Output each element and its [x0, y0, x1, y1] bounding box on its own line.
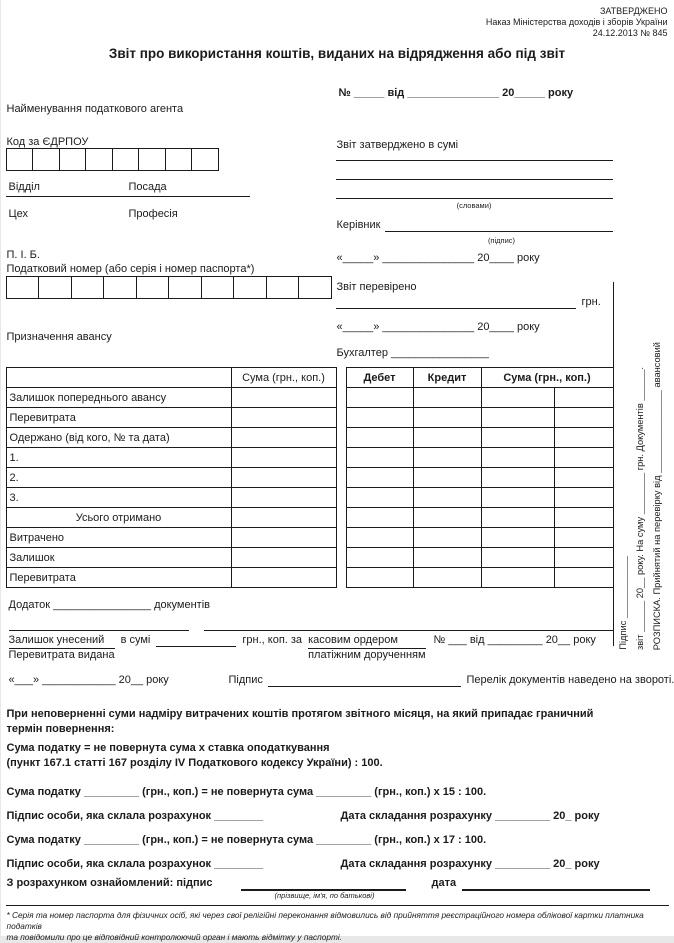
sum-hrn-cell — [481, 428, 554, 448]
digit-box — [6, 149, 33, 171]
footnote-separator — [6, 905, 669, 906]
sum-kop-cell — [554, 448, 613, 468]
sum-row-value-cell — [231, 428, 336, 448]
credit-cell — [413, 488, 481, 508]
debit-table-row — [346, 468, 613, 488]
sum-row-value-cell — [231, 448, 336, 468]
sum-kop-cell — [554, 508, 613, 528]
debit-table-row — [346, 428, 613, 448]
digit-box — [201, 277, 234, 299]
debit-cell — [346, 468, 413, 488]
sum-kop-cell — [554, 468, 613, 488]
hrn-label: грн. — [582, 296, 601, 308]
in-words-caption: (словами) — [336, 201, 613, 210]
report-approved-sum-label: Звіт затверджено в сумі — [337, 139, 459, 151]
sum-table-header-spacer — [6, 368, 231, 388]
sum-row-label: Перевитрата — [6, 408, 231, 428]
credit-header: Кредит — [413, 368, 481, 388]
kerivnyk-label: Керівник — [337, 219, 381, 231]
balance-deposited-option: Залишок унесений — [9, 634, 115, 649]
sum-table-row — [6, 568, 336, 588]
sum-row-label: 2. — [6, 468, 231, 488]
sum-hrn-cell — [481, 448, 554, 468]
checked-date-line: «_____» _______________ 20____ року — [337, 321, 540, 333]
sum-hrn-cell — [481, 488, 554, 508]
digit-box — [299, 277, 332, 299]
credit-cell — [413, 448, 481, 468]
buhgalter-line: Бухгалтер ________________ — [337, 347, 489, 359]
credit-cell — [413, 528, 481, 548]
sum-table-body — [6, 368, 336, 588]
sum-table — [6, 367, 337, 588]
digit-box — [6, 277, 39, 299]
profession-label: Професія — [129, 208, 178, 220]
credit-cell — [413, 388, 481, 408]
debit-table-row — [346, 408, 613, 428]
sum-row-label: Витрачено — [6, 528, 231, 548]
approved-sum-line-2 — [336, 179, 613, 180]
sum-table-header-row — [6, 368, 336, 388]
digit-box — [104, 277, 137, 299]
non-return-clause-line-1: При неповерненні суми надміру витрачених коштів протягом звітного місяця, на який припадає граничний — [7, 708, 594, 720]
sum-table-row — [6, 448, 336, 468]
debit-table-header-row — [346, 368, 613, 388]
sum-kop-cell — [554, 568, 613, 588]
debit-cell — [346, 508, 413, 528]
sum-row-value-cell — [231, 468, 336, 488]
order-option-stack — [308, 634, 425, 662]
full-name-label: П. І. Б. — [7, 249, 40, 261]
debit-table-row — [346, 388, 613, 408]
approved-sum-line-1 — [336, 160, 613, 161]
sum-row-label: 1. — [6, 448, 231, 468]
form-title: Звіт про використання коштів, виданих на відрядження або під звіт — [1, 46, 674, 61]
receipt-line-2: звіт ______ 20__ року. На суму ________ грн. Документів ______. — [633, 367, 647, 650]
approved-order: Наказ Міністерства доходів і зборів України — [486, 17, 668, 28]
tax-calc-15-line: Сума податку _________ (грн., коп.) = не повернута сума _________ (грн., коп.) х 15 : 100. — [7, 786, 487, 798]
receipt-separator-top — [613, 282, 614, 368]
digit-box — [136, 277, 169, 299]
sum-header: Сума (грн., коп.) — [481, 368, 613, 388]
sum-hrn-cell — [481, 408, 554, 428]
hrn-kop-za-label: грн., коп. за — [242, 634, 302, 646]
acknowledgment-date-label: дата — [432, 877, 457, 889]
sum-kop-cell — [554, 388, 613, 408]
full-name-caption: (прізвище, ім'я, по батькові) — [241, 891, 409, 900]
tax-number-boxes — [6, 276, 332, 299]
department-label: Відділ — [9, 181, 40, 193]
debit-table-row — [346, 448, 613, 468]
tax-formula-line-2: (пункт 167.1 статті 167 розділу IV Податкового кодексу України) : 100. — [7, 757, 383, 769]
sum-hrn-cell — [481, 568, 554, 588]
kerivnyk-signature-blank — [385, 219, 612, 232]
debit-cell — [346, 528, 413, 548]
holder-signature-row — [229, 674, 461, 687]
sum-kop-cell — [554, 528, 613, 548]
debit-table-row — [346, 568, 613, 588]
credit-cell — [413, 408, 481, 428]
kerivnyk-row — [337, 219, 613, 232]
digit-box — [165, 149, 192, 171]
attachment-line: Додаток ________________ документів — [9, 599, 211, 611]
footnote-line-2: та повідомили про це відповідний контролюючий орган і мають відмітку у паспорті. — [7, 932, 669, 943]
receipt-signature-line: Підпис ____________ — [616, 556, 630, 650]
credit-cell — [413, 428, 481, 448]
checked-sum-row — [336, 296, 613, 309]
footnote-line-1: * Серія та номер паспорта для фізичних осіб, які через свої релігійні переконання відмовились від прийняття реєстраційного номера облікової картки платника податків — [7, 910, 669, 932]
report-number-line: № _____ від _______________ 20_____ року — [339, 87, 574, 99]
sum-hrn-cell — [481, 468, 554, 488]
sum-hrn-cell — [481, 548, 554, 568]
sum-kop-cell — [554, 488, 613, 508]
holder-signature-blank — [268, 674, 461, 687]
sum-kop-cell — [554, 428, 613, 448]
credit-cell — [413, 468, 481, 488]
position-label: Посада — [129, 181, 167, 193]
cash-order-option: касовим ордером — [308, 634, 425, 649]
digit-box — [71, 277, 104, 299]
digit-box — [266, 277, 299, 299]
advance-purpose-label: Призначення авансу — [7, 331, 112, 343]
digit-box — [33, 149, 60, 171]
sum-table-row — [6, 428, 336, 448]
digit-box — [39, 277, 72, 299]
digit-box — [139, 149, 166, 171]
tax-calc-17-line: Сума податку _________ (грн., коп.) = не повернута сума _________ (грн., коп.) х 17 : 100. — [7, 834, 487, 846]
sum-table-row — [6, 488, 336, 508]
calc-signer-line-2: Підпис особи, яка склала розрахунок ________ — [7, 858, 264, 870]
sum-row-value-cell — [231, 568, 336, 588]
edrpou-boxes — [6, 148, 219, 171]
edrpou-label: Код за ЄДРПОУ — [7, 136, 89, 148]
sum-row-value-cell — [231, 508, 336, 528]
debit-table-row — [346, 528, 613, 548]
signature-caption: (підпис) — [391, 236, 613, 245]
sum-table-row — [6, 408, 336, 428]
digit-box — [112, 149, 139, 171]
sum-row-value-cell — [231, 388, 336, 408]
sum-table-row — [6, 388, 336, 408]
documents-list-note: Перелік документів наведено на звороті. — [467, 674, 674, 686]
debit-cell — [346, 388, 413, 408]
digit-box — [59, 149, 86, 171]
payment-order-option: платіжним дорученням — [308, 649, 425, 662]
sum-row-value-cell — [231, 528, 336, 548]
workshop-label: Цех — [9, 208, 29, 220]
sum-row-label: Залишок попереднього авансу — [6, 388, 231, 408]
checked-sum-blank — [336, 296, 576, 309]
sum-kop-cell — [554, 408, 613, 428]
digit-box — [234, 277, 267, 299]
balance-option-stack — [9, 634, 115, 662]
sum-row-label: Залишок — [6, 548, 231, 568]
approved-order-number: 24.12.2013 № 845 — [486, 28, 668, 39]
approved-stamp — [486, 6, 668, 39]
report-checked-label: Звіт перевірено — [337, 281, 417, 293]
sum-table-header: Сума (грн., коп.) — [231, 368, 336, 388]
digit-box — [86, 149, 113, 171]
edrpou-box-row — [6, 149, 218, 171]
overspend-issued-option: Перевитрата видана — [9, 649, 115, 662]
sum-hrn-cell — [481, 528, 554, 548]
balance-fill-line-right — [204, 630, 613, 631]
non-return-clause-line-2: термін повернення: — [7, 723, 115, 735]
digit-box — [192, 149, 219, 171]
sum-row-label: Перевитрата — [6, 568, 231, 588]
receipt-separator-bottom — [613, 587, 614, 646]
calc-date-line-1: Дата складання розрахунку _________ 20_ року — [341, 810, 600, 822]
sum-row-value-cell — [231, 408, 336, 428]
sum-row-value-cell — [231, 548, 336, 568]
sum-row-label: 3. — [6, 488, 231, 508]
calc-date-line-2: Дата складання розрахунку _________ 20_ року — [341, 858, 600, 870]
digit-box — [169, 277, 202, 299]
calc-signer-line-1: Підпис особи, яка склала розрахунок ________ — [7, 810, 264, 822]
debit-table-row — [346, 508, 613, 528]
acknowledgment-row — [7, 877, 667, 891]
sum-row-value-cell — [231, 488, 336, 508]
sum-table-row — [6, 508, 336, 528]
signature-label: Підпис — [229, 674, 263, 686]
credit-cell — [413, 508, 481, 528]
footnote — [7, 910, 669, 943]
debit-table-row — [346, 488, 613, 508]
sum-hrn-cell — [481, 508, 554, 528]
balance-fill-line-left — [9, 630, 189, 631]
sum-hrn-cell — [481, 388, 554, 408]
sum-table-row — [6, 468, 336, 488]
credit-cell — [413, 548, 481, 568]
debit-credit-table — [346, 367, 614, 588]
debit-cell — [346, 488, 413, 508]
report-form-page — [1, 0, 674, 936]
sum-row-label: Усього отримано — [6, 508, 231, 528]
debit-cell — [346, 568, 413, 588]
sum-row-label: Одержано (від кого, № та дата) — [6, 428, 231, 448]
acknowledgment-signature-blank — [241, 877, 406, 891]
tax-number-label: Податковий номер (або серія і номер паспорта*) — [7, 263, 255, 275]
debit-table-row — [346, 548, 613, 568]
debit-cell — [346, 548, 413, 568]
department-fill-line — [6, 196, 250, 197]
credit-cell — [413, 568, 481, 588]
acknowledgment-label: З розрахунком ознайомлений: підпис — [7, 877, 213, 889]
receipt-line-1: РОЗПИСКА. Прийнятий на перевірку від ________________ авансовий — [650, 342, 664, 650]
debit-cell — [346, 448, 413, 468]
debit-table-body — [346, 388, 613, 588]
tax-agent-name-label: Найменування податкового агента — [7, 103, 184, 115]
tax-formula-line-1: Сума податку = не повернута сума х ставка оподаткування — [7, 742, 330, 754]
order-number-date: № ___ від _________ 20__ року — [434, 634, 596, 646]
debit-cell — [346, 408, 413, 428]
in-sum-label: в сумі — [121, 634, 151, 646]
debit-header: Дебет — [346, 368, 413, 388]
sum-table-row — [6, 548, 336, 568]
report-date-line: «___» ____________ 20__ року — [9, 674, 169, 686]
receipt-vertical-text — [616, 252, 664, 650]
debit-cell — [346, 428, 413, 448]
sum-table-row — [6, 528, 336, 548]
approved-word: ЗАТВЕРДЖЕНО — [486, 6, 668, 17]
acknowledgment-date-blank — [462, 877, 650, 891]
approval-date-line: «_____» _______________ 20____ року — [337, 252, 540, 264]
approved-sum-line-3 — [336, 198, 613, 199]
tax-number-box-row — [6, 277, 331, 299]
balance-amount-blank — [156, 634, 236, 647]
balance-row — [9, 634, 613, 662]
sum-kop-cell — [554, 548, 613, 568]
